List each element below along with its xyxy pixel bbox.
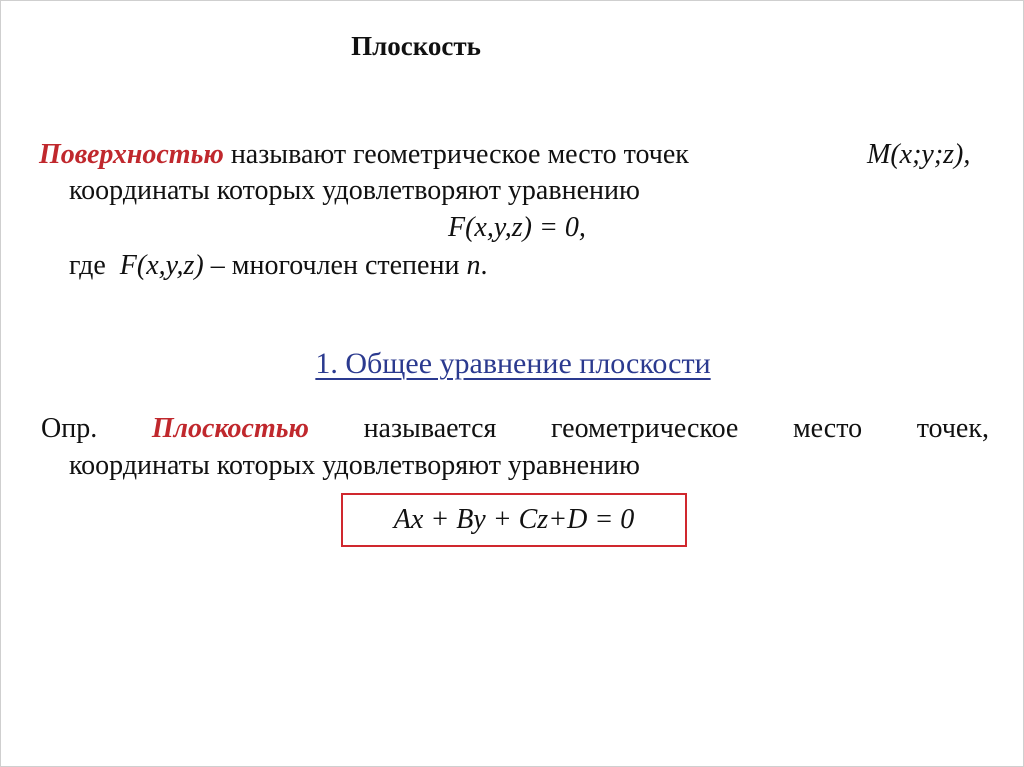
definition-prefix: Опр.: [41, 413, 98, 444]
plane-definition-line-1: [41, 413, 989, 445]
surface-equation: F(x,y,z) = 0,: [448, 212, 586, 243]
point-notation: M(x;y;z),: [867, 139, 971, 170]
section-heading: 1. Общее уравнение плоскости: [315, 347, 711, 380]
plane-definition-line-2: координаты которых удовлетворяют уравнению: [69, 450, 640, 481]
polynomial-function: F(x,y,z): [119, 250, 204, 281]
slide-title: Плоскость: [351, 31, 481, 61]
where-word: где: [69, 250, 106, 281]
period: .: [480, 250, 488, 281]
plane-term: Плоскостью: [151, 413, 309, 444]
surface-definition-line-2: координаты которых удовлетворяют уравнению: [69, 175, 640, 206]
degree-variable: n: [466, 250, 481, 281]
polynomial-degree-text: – многочлен степени: [203, 250, 467, 281]
word-is-called: называется: [363, 413, 497, 444]
surface-definition-line-4: [69, 250, 487, 282]
surface-definition-line-1: [39, 139, 689, 171]
word-points: точек,: [916, 413, 989, 444]
surface-term: Поверхностью: [39, 139, 224, 170]
plane-general-equation: Ax + By + Cz+D = 0: [393, 504, 635, 535]
surface-definition-text: называют геометрическое место точек: [223, 139, 689, 170]
word-locus: место: [792, 413, 863, 444]
word-geometric: геометрическое: [551, 413, 739, 444]
